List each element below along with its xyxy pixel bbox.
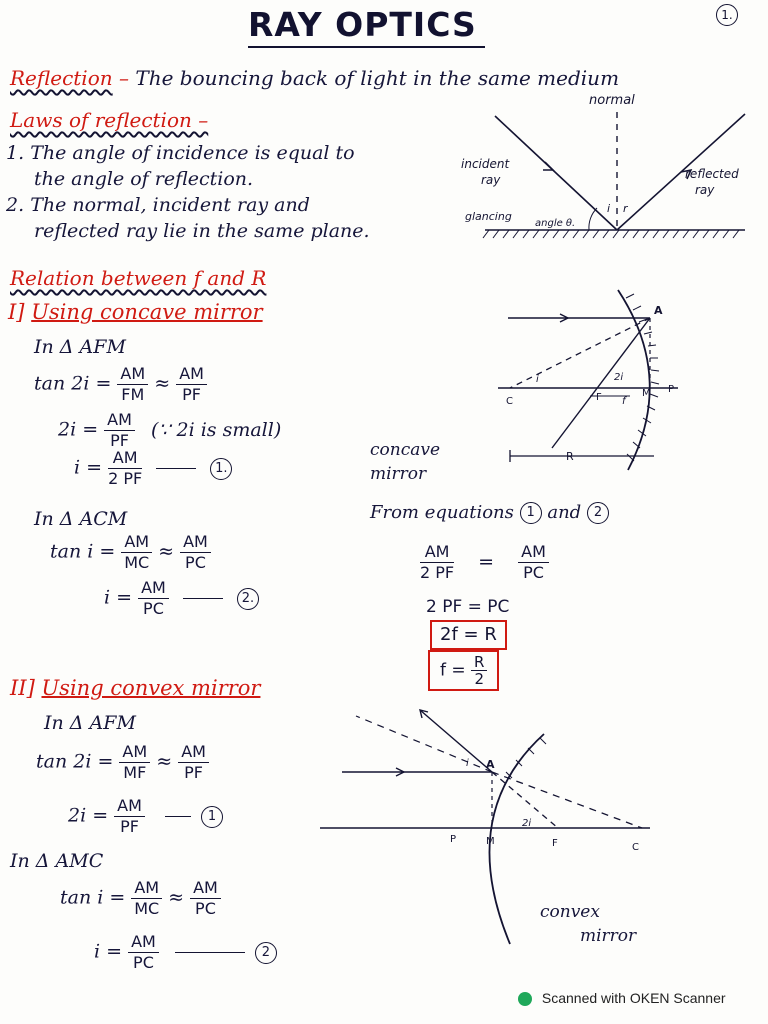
convex-equation-number-2: 2 — [255, 942, 277, 964]
angle-i-label: i — [607, 202, 611, 215]
angle-r-label: r — [623, 202, 628, 215]
point-A: A — [654, 304, 663, 317]
concave-mirror-diagram — [490, 284, 690, 484]
normal-to-C-convex — [492, 772, 642, 828]
equation-number-2: 2. — [237, 588, 259, 610]
convex-heading: II] Using convex mirror — [10, 676, 261, 700]
combined-equation: $\frac{AM}{2 PF}$ = $\frac{AM}{PC}$ — [420, 542, 549, 583]
laws-list — [6, 140, 370, 244]
result-box-f-R-2: f = $\frac{R}{2}$ — [428, 650, 499, 691]
convex-triangle-2: In Δ AMC — [10, 850, 104, 872]
reflected-ray-concave — [552, 318, 650, 448]
point-M: M — [642, 388, 651, 399]
label-R: R — [566, 450, 574, 463]
convex-eq-2i: 2i = $\frac{AM}{PF}$ 1 — [68, 796, 223, 837]
convex-eq-tan2i: tan 2i = $\frac{AM}{MF}$ ≈ $\frac{AM}{PF}$ — [36, 742, 209, 783]
law-item-cont: the angle of reflection. — [34, 168, 254, 190]
page-number: 1. — [716, 4, 738, 26]
reflected-ray-convex — [420, 710, 492, 772]
convex-eq-tani: tan i = $\frac{AM}{MC}$ ≈ $\frac{AM}{PC}$ — [60, 878, 221, 919]
concave-triangle-1: In Δ AFM — [34, 336, 126, 358]
label-f: f — [622, 396, 626, 407]
laws-heading: Laws of reflection – — [10, 108, 209, 132]
law-item-cont: reflected ray lie in the same plane. — [34, 220, 370, 242]
relation-heading: Relation between f and R — [10, 266, 267, 290]
angle-i-convex: i — [466, 758, 469, 769]
reflection-definition — [10, 66, 619, 90]
glancing-label: glancing — [465, 210, 512, 223]
normal-extended — [356, 716, 492, 772]
normal-label: normal — [589, 93, 635, 108]
scanner-watermark: Scanned with OKEN Scanner — [518, 990, 726, 1006]
concave-eq-tan2i: tan 2i = $\frac{AM}{FM}$ ≈ $\frac{AM}{PF}$ — [34, 364, 207, 405]
concave-heading: I] Using concave mirror — [8, 300, 263, 324]
reflection-term: Reflection — [10, 66, 113, 90]
angle-2i: 2i — [614, 372, 624, 383]
relation-2pf-pc: 2 PF = PC — [426, 597, 510, 617]
concave-eq-i: i = $\frac{AM}{2 PF}$ 1. — [74, 448, 232, 489]
point-F: F — [596, 392, 602, 403]
oken-logo-icon — [518, 992, 532, 1006]
convex-mirror-curve — [489, 734, 544, 944]
reflection-dash: – — [119, 66, 129, 90]
incident-ray — [495, 116, 617, 230]
point-M-convex: M — [486, 836, 495, 847]
convex-equation-number-1: 1 — [201, 806, 223, 828]
incident-label-2: ray — [481, 173, 501, 187]
reflection-diagram — [455, 88, 755, 248]
concave-eq-2i: 2i = $\frac{AM}{PF}$ (∵ 2i is small) — [58, 410, 282, 450]
reflection-text: The bouncing back of light in the same medium — [135, 66, 620, 90]
convex-eq-i: i = $\frac{AM}{PC}$ 2 — [94, 932, 277, 973]
point-P-convex: P — [450, 834, 457, 845]
normal-to-C — [510, 318, 650, 388]
incident-label: incident — [461, 157, 510, 171]
point-C-convex: C — [632, 842, 639, 853]
law-item: 2. The normal, incident ray and — [6, 194, 310, 216]
point-A-convex: A — [486, 758, 495, 771]
angle-label: angle θ. — [535, 218, 576, 229]
convex-mirror-label: convex mirror — [540, 902, 637, 946]
point-P: P — [668, 384, 675, 395]
point-C: C — [506, 396, 513, 407]
equation-number-1: 1. — [210, 458, 232, 480]
from-equations: From equations 1 and 2 — [370, 502, 609, 524]
angle-i: i — [536, 374, 539, 385]
concave-mirror-label: concave mirror — [370, 440, 441, 484]
concave-eq-tani: tan i = $\frac{AM}{MC}$ ≈ $\frac{AM}{PC}$ — [50, 532, 211, 573]
concave-triangle-2: In Δ ACM — [34, 508, 128, 530]
reflected-label-2: ray — [695, 183, 715, 197]
page-title: RAY OPTICS — [248, 4, 485, 48]
angle-2i-convex: 2i — [522, 818, 532, 829]
reflected-label: reflected — [685, 167, 739, 181]
law-item: 1. The angle of incidence is equal to — [6, 142, 355, 164]
point-F-convex: F — [552, 838, 558, 849]
convex-triangle-1: In Δ AFM — [44, 712, 136, 734]
result-box-2f-R: 2f = R — [430, 620, 507, 650]
concave-eq-i2: i = $\frac{AM}{PC}$ 2. — [104, 578, 259, 619]
